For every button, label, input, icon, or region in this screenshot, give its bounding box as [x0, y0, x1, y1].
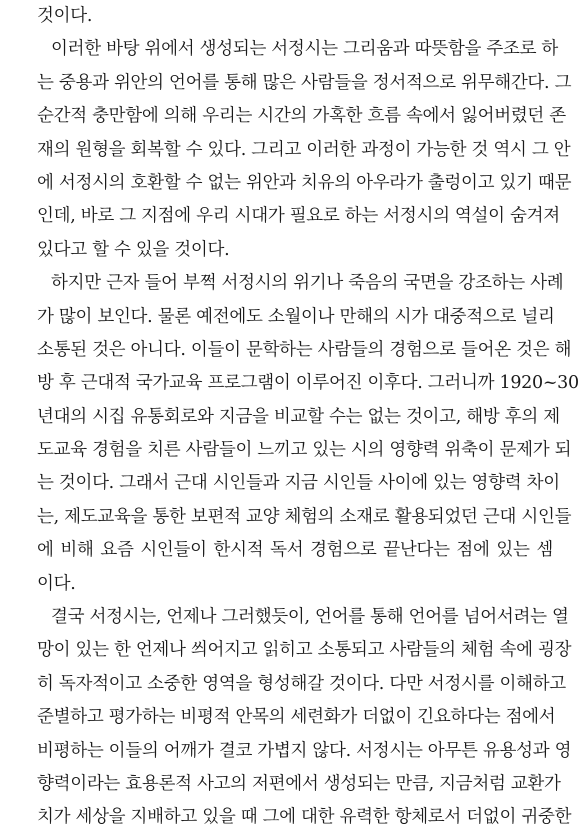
paragraph [37, 267, 579, 601]
paragraph [37, 33, 572, 267]
text-line: 히 독자적이고 소중한 영역을 형성해갈 것이다. 다만 서정시를 이해하고 [37, 673, 566, 694]
paragraph [37, 601, 572, 835]
paragraph [37, 0, 553, 33]
text-line: 이다. [37, 573, 76, 594]
text-line: 가 많이 보인다. 물론 예전에도 소월이나 만해의 시가 대중적으로 널리 [37, 306, 555, 327]
text-line: 망이 있는 한 언제나 씌어지고 읽히고 소통되고 사람들의 체험 속에 굉장 [37, 640, 572, 661]
text-line: 순간적 충만함에 의해 우리는 시간의 가혹한 흐름 속에서 잃어버렸던 존 [37, 106, 566, 127]
text-line: 소통된 것은 아니다. 이들이 문학하는 사람들의 경험으로 들어온 것은 해 [37, 339, 572, 360]
text-line: 인데, 바로 그 지점에 우리 시대가 필요로 하는 서정시의 역설이 숨겨져 [37, 206, 560, 227]
text-line: 방 후 근대적 국가교육 프로그램이 이루어진 이후다. 그러니까 1920~30 [37, 373, 579, 394]
text-line: 있다고 할 수 있을 것이다. [37, 239, 230, 260]
text-line: 재의 원형을 회복할 수 있다. 그리고 이러한 과정이 가능한 것 역시 그 안 [37, 139, 571, 160]
text-line: 이러한 바탕 위에서 생성되는 서정시는 그리움과 따뜻함을 주조로 하 [51, 39, 559, 60]
text-line: 하지만 근자 들어 부쩍 서정시의 위기나 죽음의 국면을 강조하는 사례 [51, 273, 564, 294]
text-line: 준별하고 평가하는 비평적 안목의 세련화가 더없이 긴요하다는 점에서 [37, 707, 556, 728]
text-line: 는 중용과 위안의 언어를 통해 많은 사람들을 정서적으로 위무해간다. 그 [37, 72, 572, 93]
text-line: 에 비해 요즘 시인들이 한시적 독서 경험으로 끝난다는 점에 있는 셈 [37, 540, 553, 561]
text-line: 는 것이다. 그래서 근대 시인들과 지금 시인들 사이에 있는 영향력 차이 [37, 473, 560, 494]
text-line: 년대의 시집 유통회로와 지금을 비교할 수는 없는 것이고, 해방 후의 제 [37, 406, 560, 427]
text-line: 치가 세상을 지배하고 있을 때 그에 대한 유력한 항체로서 더없이 귀중한 [37, 807, 572, 828]
text-line: 결국 서정시는, 언제나 그러했듯이, 언어를 통해 언어를 넘어서려는 열 [51, 607, 569, 628]
text-line: 향력이라는 효용론적 사고의 저편에서 생성되는 만큼, 지금처럼 교환가 [37, 773, 561, 794]
text-line: 도교육 경험을 치른 사람들이 느끼고 있는 시의 영향력 위축이 문제가 되 [37, 440, 572, 461]
text-line: 에 서정시의 호환할 수 없는 위안과 치유의 아우라가 출렁이고 있기 때문 [37, 172, 572, 193]
text-line: 비평하는 이들의 어깨가 결코 가볍지 않다. 서정시는 아무튼 유용성과 영 [37, 740, 572, 761]
text-line: 것이다. [37, 6, 93, 26]
text-line: 는, 제도교육을 통한 보편적 교양 체험의 소재로 활용되었던 근대 시인들 [37, 506, 572, 527]
document-page [37, 0, 579, 835]
